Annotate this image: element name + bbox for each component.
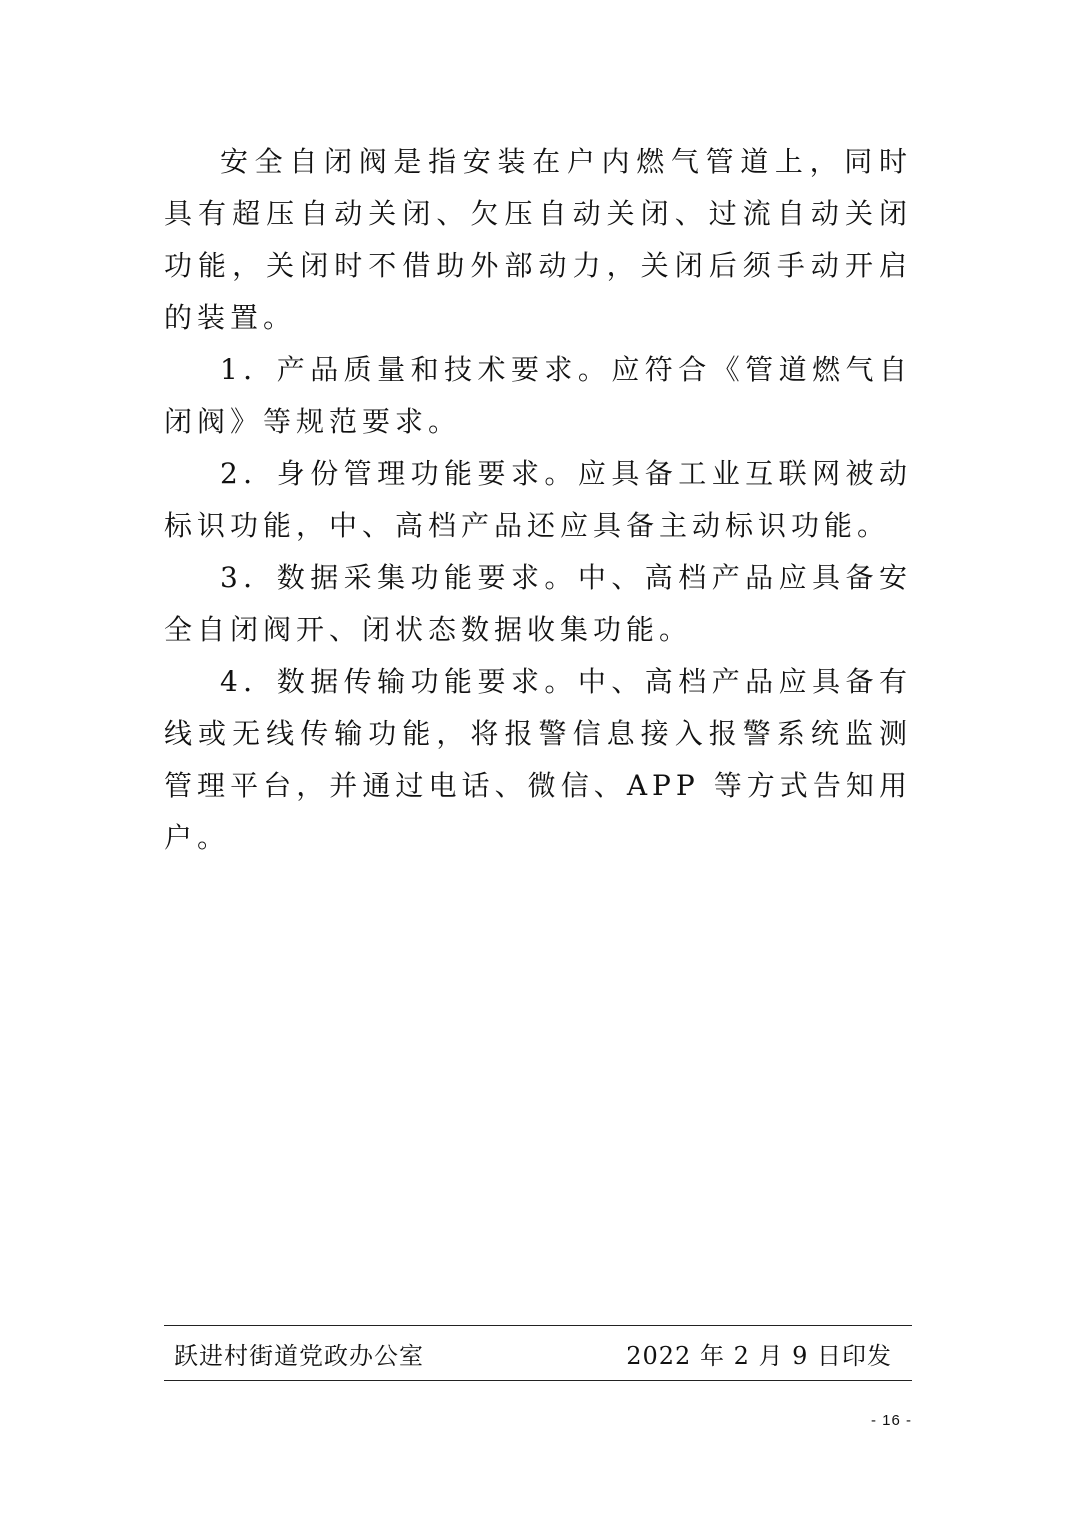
issuer-name: 跃进村街道党政办公室 [174, 1341, 424, 1370]
paragraph-requirement-1: 1．产品质量和技术要求。应符合《管道燃气自闭阀》等规范要求。 [164, 353, 912, 438]
paragraph-requirement-3: 3．数据采集功能要求。中、高档产品应具备安全自闭阀开、闭状态数据收集功能。 [164, 561, 912, 646]
paragraph-definition: 安全自闭阀是指安装在户内燃气管道上，同时具有超压自动关闭、欠压自动关闭、过流自动关闭功能，关闭时不借助外部动力，关闭后须手动开启的装置。 [164, 145, 912, 334]
issue-date: 2022 年 2 月 9 日印发 [626, 1341, 892, 1370]
paragraph-requirement-2: 2．身份管理功能要求。应具备工业互联网被动标识功能，中、高档产品还应具备主动标识功能。 [164, 457, 912, 542]
document-body [164, 136, 912, 864]
page-number: - 16 - [870, 1412, 912, 1429]
paragraph-requirement-4: 4．数据传输功能要求。中、高档产品应具备有线或无线传输功能，将报警信息接入报警系统监测管理平台，并通过电话、微信、APP 等方式告知用户。 [164, 665, 912, 854]
issuance-footer [164, 1325, 912, 1381]
